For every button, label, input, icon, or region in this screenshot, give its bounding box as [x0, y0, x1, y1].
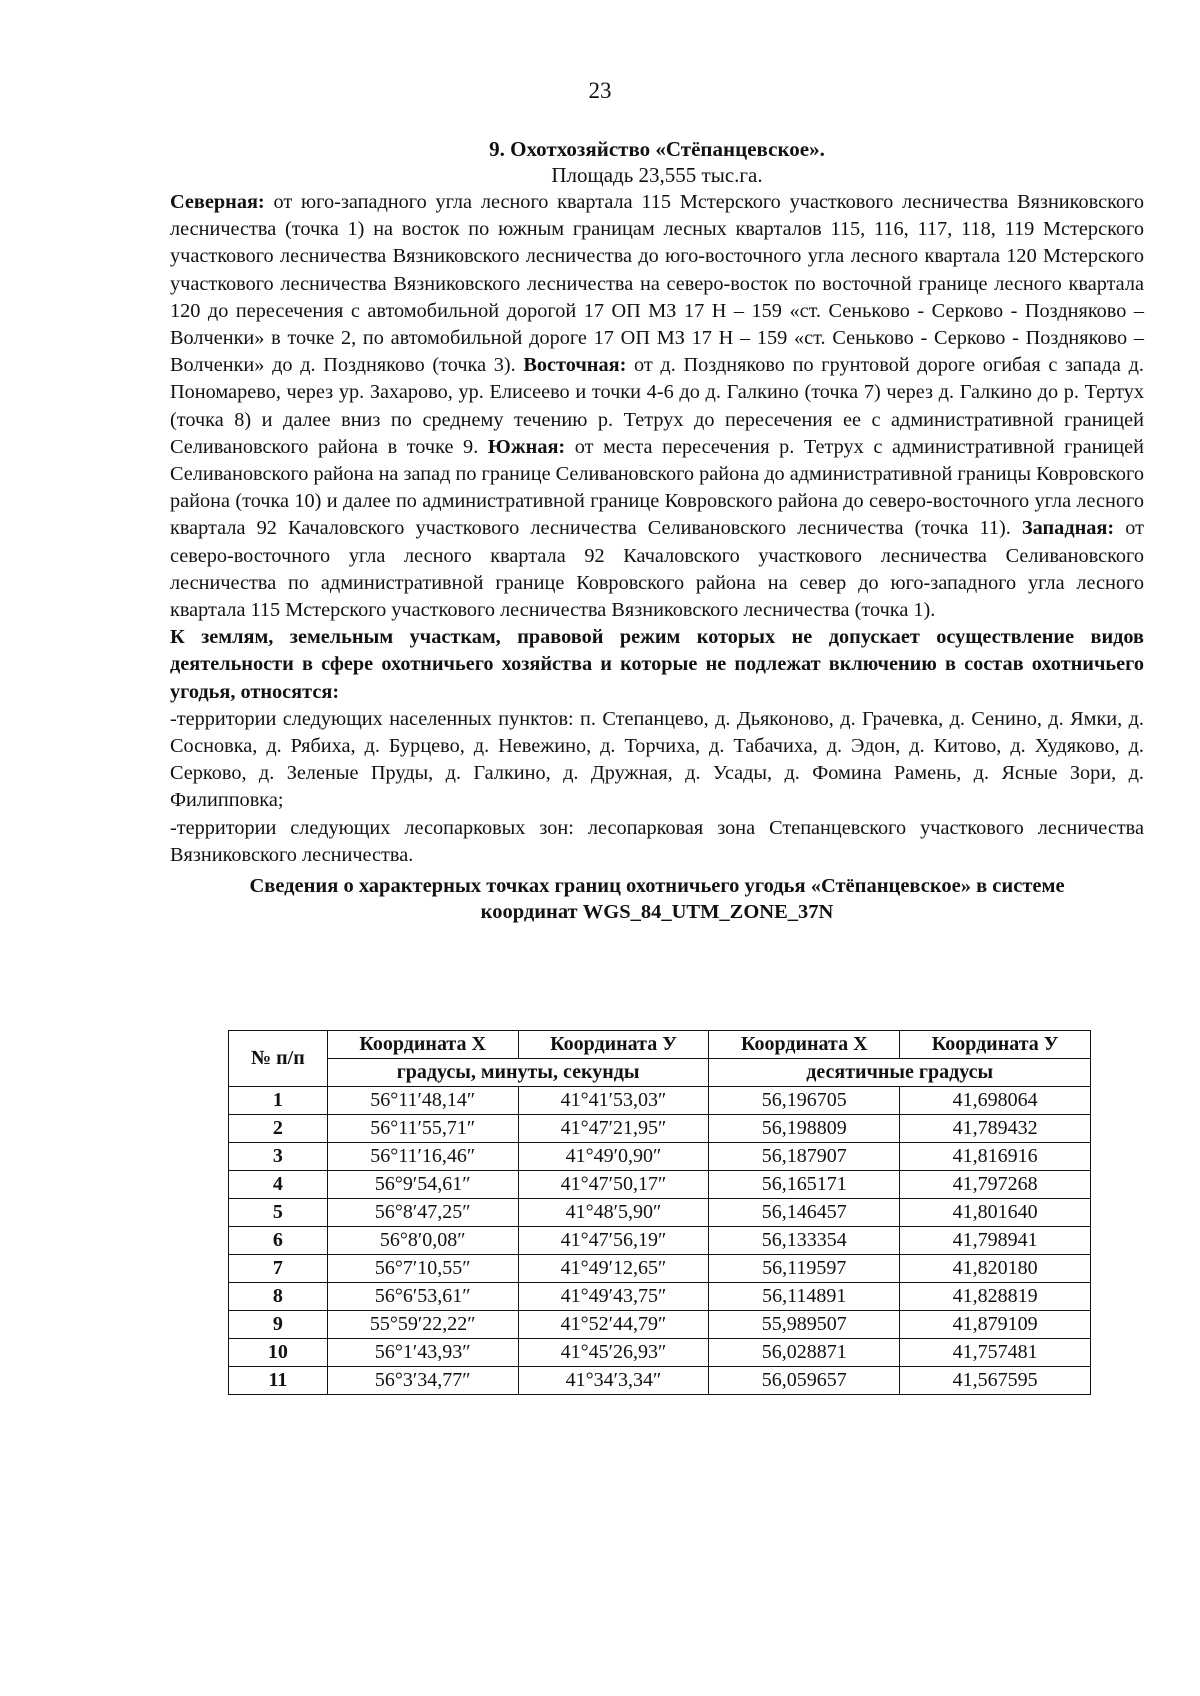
y-dms-cell: 41°49′0,90″: [518, 1143, 709, 1171]
x-decimal-cell: 56,198809: [709, 1115, 900, 1143]
table-row: [229, 1339, 1091, 1367]
table-row: [229, 1115, 1091, 1143]
table-header-row: [229, 1031, 1091, 1059]
point-number-cell: 11: [229, 1367, 328, 1395]
table-row: [229, 1143, 1091, 1171]
y-dms-cell: 41°49′12,65″: [518, 1255, 709, 1283]
y-dms-cell: 41°48′5,90″: [518, 1199, 709, 1227]
y-dms-cell: 41°34′3,34″: [518, 1367, 709, 1395]
table-row: [229, 1227, 1091, 1255]
page-number: 23: [588, 78, 612, 103]
y-dms-cell: 41°47′56,19″: [518, 1227, 709, 1255]
table-row: [229, 1087, 1091, 1115]
x-dms-cell: 56°1′43,93″: [327, 1339, 518, 1367]
x-dms-cell: 56°8′47,25″: [327, 1199, 518, 1227]
header-num: № п/п: [229, 1031, 328, 1087]
y-decimal-cell: 41,567595: [900, 1367, 1091, 1395]
x-dms-cell: 56°11′55,71″: [327, 1115, 518, 1143]
coordinates-table: [228, 1030, 1091, 1395]
table-row: [229, 1367, 1091, 1395]
exclusions-heading: К землям, земельным участкам, правовой режим которых не допускает осуществление видов деятельности в сфере охотничьего хозяйства и которые не подлежат включению в состав охотничьего угодья, относятся:: [170, 626, 1144, 703]
header-x-dms: Координата Х: [327, 1031, 518, 1059]
west-boundary-text: от северо-восточного угла лесного квартала 92 Качаловского участкового лесничества Селивановского лесничества по административной границе Ковровского района на север до юго-западного угла лесного квартала 115 Мстерского участкового лесничества Вязниковского лесничества (точка 1).: [170, 517, 1144, 622]
x-dms-cell: 56°8′0,08″: [327, 1227, 518, 1255]
boundary-description: [170, 189, 1144, 624]
excluded-settlements: -территории следующих населенных пунктов: п. Степанцево, д. Дьяконово, д. Грачевка, д. Сенино, д. Ямки, д. Сосновка, д. Рябиха, д. Бурцево, д. Невежино, д. Торчиха, д. Табачиха, д. Эдон, д. Китово, д. Худяково, д. Серково, д. Зеленые Пруды, д. Галкино, д. Дружная, д. Усады, д. Фомина Рамень, д. Ясные Зори, д. Филипповка;: [170, 707, 1144, 812]
point-number-cell: 9: [229, 1311, 328, 1339]
y-decimal-cell: 41,757481: [900, 1339, 1091, 1367]
table-row: [229, 1171, 1091, 1199]
y-decimal-cell: 41,797268: [900, 1171, 1091, 1199]
header-y-decimal: Координата У: [900, 1031, 1091, 1059]
x-dms-cell: 55°59′22,22″: [327, 1311, 518, 1339]
hunting-ground-section: [170, 136, 1144, 925]
x-decimal-cell: 56,187907: [709, 1143, 900, 1171]
x-dms-cell: 56°6′53,61″: [327, 1283, 518, 1311]
x-dms-cell: 56°11′48,14″: [327, 1087, 518, 1115]
table-row: [229, 1199, 1091, 1227]
x-decimal-cell: 56,196705: [709, 1087, 900, 1115]
x-dms-cell: 56°9′54,61″: [327, 1171, 518, 1199]
y-dms-cell: 41°47′50,17″: [518, 1171, 709, 1199]
table-row: [229, 1283, 1091, 1311]
point-number-cell: 3: [229, 1143, 328, 1171]
south-boundary-label: Южная:: [487, 435, 566, 458]
x-decimal-cell: 56,059657: [709, 1367, 900, 1395]
x-decimal-cell: 56,114891: [709, 1283, 900, 1311]
y-dms-cell: 41°45′26,93″: [518, 1339, 709, 1367]
table-subheader-row: [229, 1059, 1091, 1087]
point-number-cell: 10: [229, 1339, 328, 1367]
table-row: [229, 1255, 1091, 1283]
x-dms-cell: 56°7′10,55″: [327, 1255, 518, 1283]
east-boundary-label: Восточная:: [523, 354, 627, 377]
east-boundary-text: от д. Поздняково по грунтовой дороге огибая с запада д. Пономарево, через ур. Захарово, ур. Елисеево и точки 4-6 до д. Галкино (точка 7) через д. Галкино до р. Тертух (точка 8) и далее вниз по среднему течению р. Тетрух до пересечения ее с административной границей Селивановского района в точке 9.: [170, 354, 1144, 458]
y-decimal-cell: 41,879109: [900, 1311, 1091, 1339]
north-boundary-text: от юго-западного угла лесного квартала 115 Мстерского участкового лесничества Вязниковского лесничества (точка 1) на восток по южным границам лесных кварталов 115, 116, 117, 118, 119 Мстерского участкового лесничества Вязниковского лесничества до юго-восточного угла лесного квартала 120 Мстерского участкового лесничества Вязниковского лесничества на северо-восток по восточной границе лесного квартала 120 до пересечения с автомобильной дорогой 17 ОП МЗ 17 Н – 159 «ст. Сеньково - Серково - Поздняково – Волченки» в точке 2, по автомобильной дороге 17 ОП МЗ 17 Н – 159 «ст. Сеньково - Серково - Поздняково – Волченки» до д. Поздняково (точка 3).: [170, 191, 1144, 377]
header-y-dms: Координата У: [518, 1031, 709, 1059]
north-boundary-label: Северная:: [170, 191, 265, 213]
x-decimal-cell: 56,165171: [709, 1171, 900, 1199]
y-decimal-cell: 41,801640: [900, 1199, 1091, 1227]
y-dms-cell: 41°47′21,95″: [518, 1115, 709, 1143]
table-caption-line2: координат WGS_84_UTM_ZONE_37N: [480, 901, 834, 924]
y-dms-cell: 41°52′44,79″: [518, 1311, 709, 1339]
area-line: Площадь 23,555 тыс.га.: [551, 163, 763, 187]
point-number-cell: 8: [229, 1283, 328, 1311]
y-decimal-cell: 41,798941: [900, 1227, 1091, 1255]
excluded-forest-park: -территории следующих лесопарковых зон: лесопарковая зона Степанцевского участкового лесничества Вязниковского лесничества.: [170, 816, 1144, 866]
y-decimal-cell: 41,789432: [900, 1115, 1091, 1143]
point-number-cell: 2: [229, 1115, 328, 1143]
x-decimal-cell: 56,028871: [709, 1339, 900, 1367]
west-boundary-label: Западная:: [1021, 517, 1115, 540]
header-decimal-units: десятичные градусы: [709, 1059, 1091, 1087]
y-decimal-cell: 41,816916: [900, 1143, 1091, 1171]
point-number-cell: 1: [229, 1087, 328, 1115]
x-dms-cell: 56°3′34,77″: [327, 1367, 518, 1395]
table-caption: [170, 873, 1144, 925]
table-caption-line1: Сведения о характерных точках границ охотничьего угодья «Стёпанцевское» в системе: [249, 875, 1065, 898]
x-decimal-cell: 56,119597: [709, 1255, 900, 1283]
x-decimal-cell: 56,146457: [709, 1199, 900, 1227]
table-row: [229, 1311, 1091, 1339]
point-number-cell: 6: [229, 1227, 328, 1255]
point-number-cell: 5: [229, 1199, 328, 1227]
y-decimal-cell: 41,698064: [900, 1087, 1091, 1115]
header-dms-units: градусы, минуты, секунды: [327, 1059, 709, 1087]
y-decimal-cell: 41,828819: [900, 1283, 1091, 1311]
y-dms-cell: 41°49′43,75″: [518, 1283, 709, 1311]
x-decimal-cell: 56,133354: [709, 1227, 900, 1255]
y-dms-cell: 41°41′53,03″: [518, 1087, 709, 1115]
y-decimal-cell: 41,820180: [900, 1255, 1091, 1283]
x-decimal-cell: 55,989507: [709, 1311, 900, 1339]
header-x-decimal: Координата Х: [709, 1031, 900, 1059]
x-dms-cell: 56°11′16,46″: [327, 1143, 518, 1171]
south-boundary-text: от места пересечения р. Тетрух с административной границей Селивановского района на запад по границе Селивановского района до административной границы Ковровского района (точка 10) и далее по административной границе Ковровского района до северо-восточного угла лесного квартала 92 Качаловского участкового лесничества Селивановского лесничества (точка 11).: [170, 435, 1145, 540]
table-body: [229, 1087, 1091, 1395]
point-number-cell: 4: [229, 1171, 328, 1199]
section-title: 9. Охотхозяйство «Стёпанцевское».: [489, 137, 825, 161]
point-number-cell: 7: [229, 1255, 328, 1283]
